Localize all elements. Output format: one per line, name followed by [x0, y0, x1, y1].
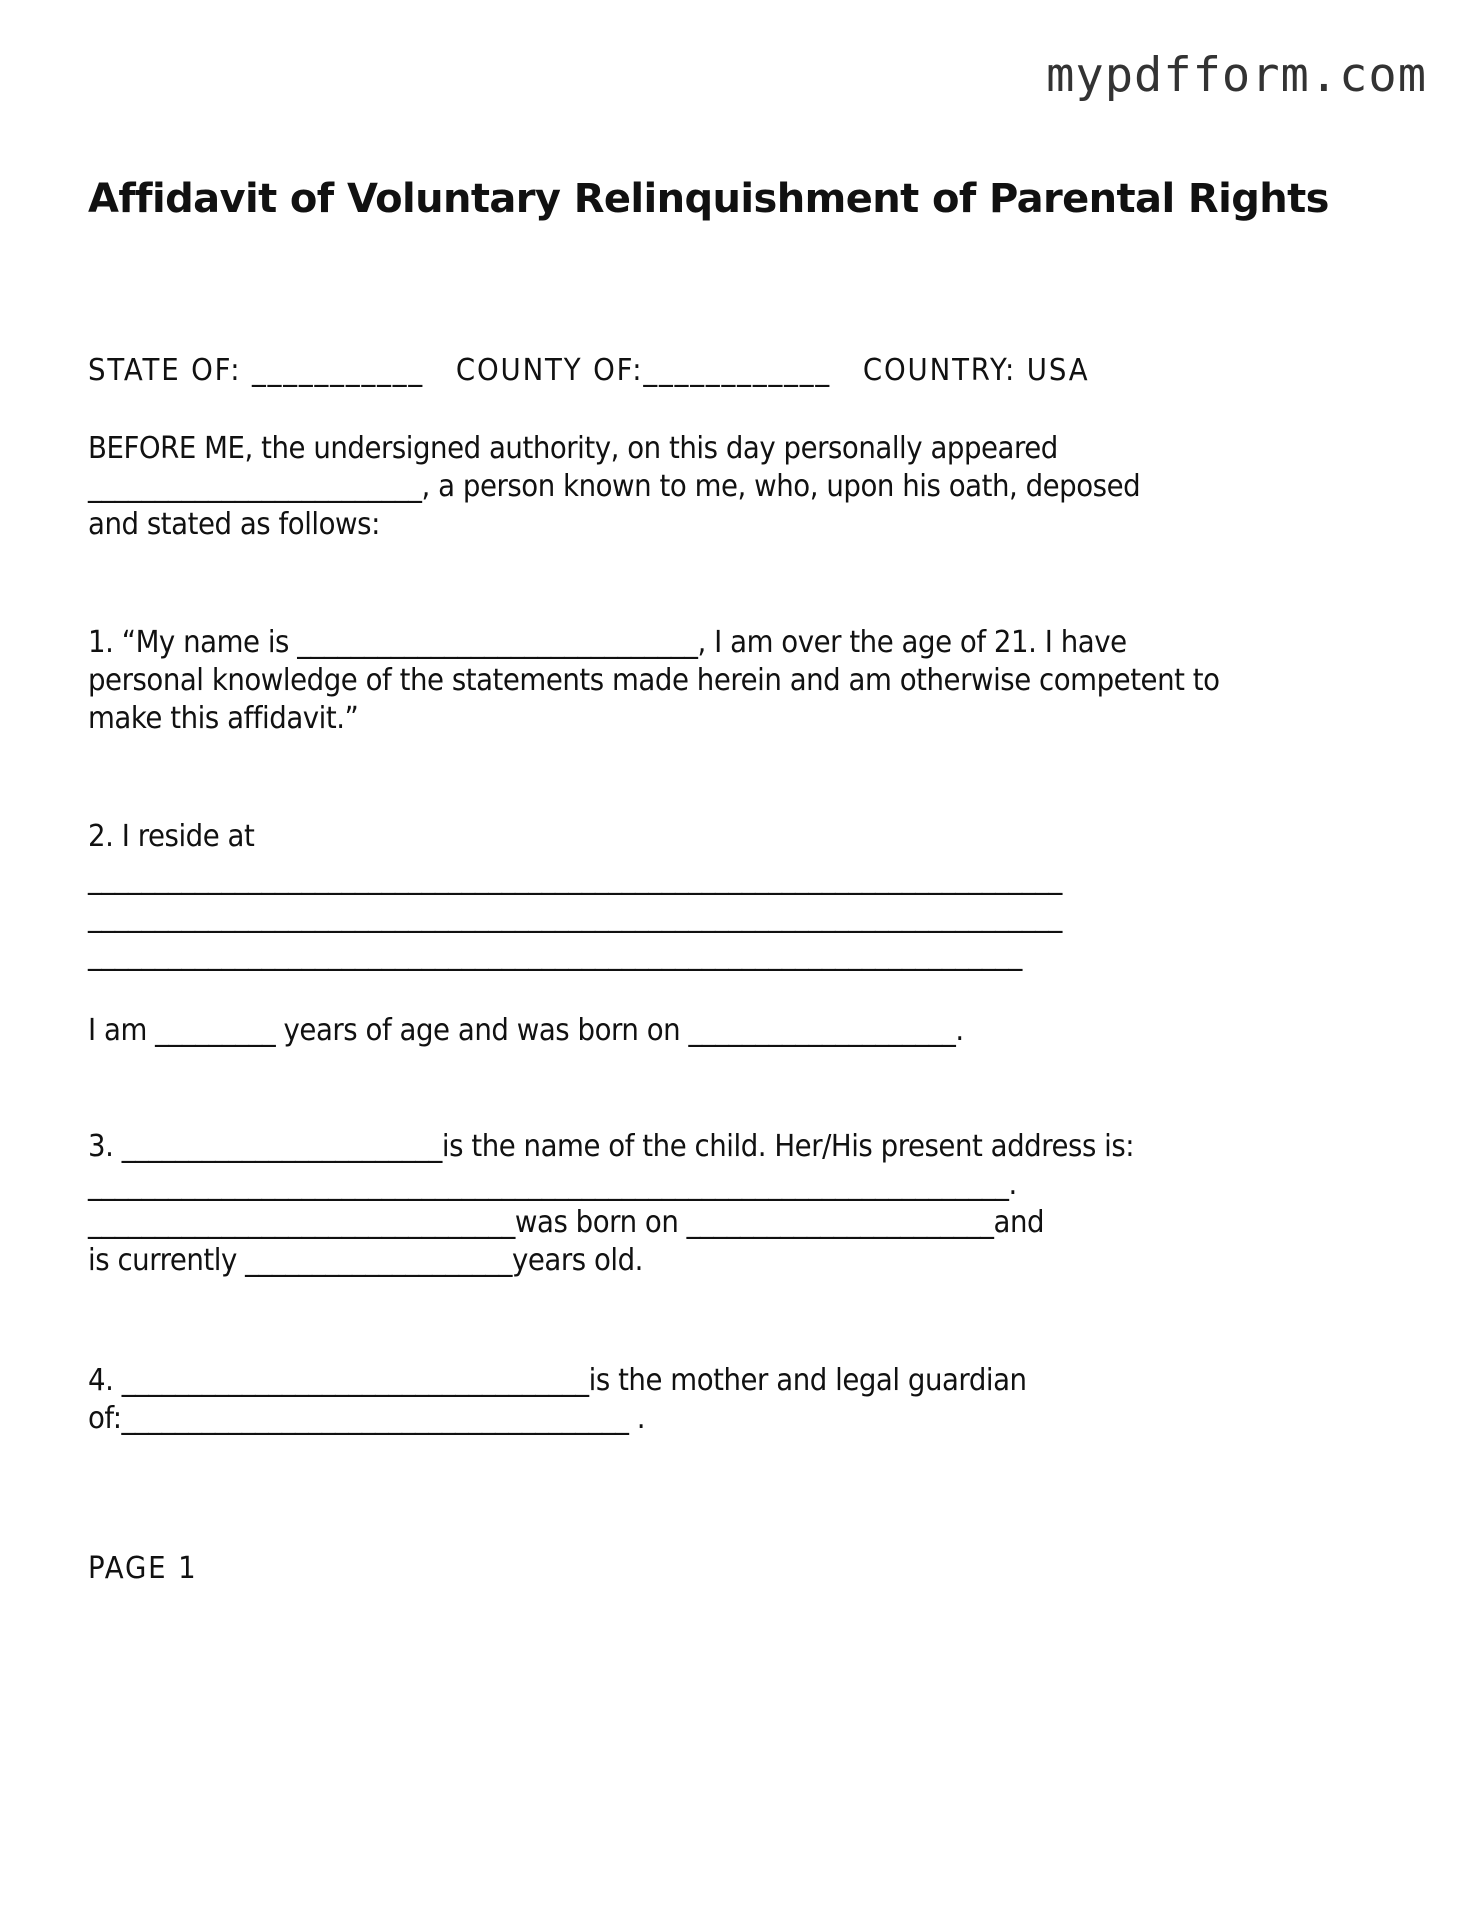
section-3-line-3: ________________________________was born on _______________________and — [88, 1205, 1045, 1240]
intro-line-1: BEFORE ME, the undersigned authority, on this day personally appeared — [88, 431, 1058, 466]
section-3-line-4: is currently ____________________years old. — [88, 1243, 643, 1278]
section-3-line-1: 3. ________________________is the name of the child. Her/His present address is: — [88, 1129, 1135, 1164]
section-2-line-1: 2. I reside at — [88, 819, 255, 854]
section-1-line-2: personal knowledge of the statements made herein and am otherwise competent to — [88, 663, 1220, 698]
age-line: I am _________ years of age and was born on ____________________. — [88, 1013, 964, 1048]
intro-line-2: _________________________, a person known to me, who, upon his oath, deposed — [88, 469, 1141, 504]
address-blank-2: _________________________________________________________________________ — [88, 899, 1062, 934]
address-blank-3: ______________________________________________________________________ — [88, 937, 1022, 972]
section-1-line-3: make this affidavit.” — [88, 701, 359, 736]
intro-line-3: and stated as follows: — [88, 507, 380, 542]
jurisdiction-line: STATE OF: ___________ COUNTY OF:____________ COUNTRY: USA — [88, 353, 1090, 388]
section-4-line-2: of:______________________________________ . — [88, 1401, 646, 1436]
page-number: PAGE 1 — [88, 1551, 198, 1586]
site-watermark: mypdfform.com — [1046, 48, 1427, 103]
document-title: Affidavit of Voluntary Relinquishment of Parental Rights — [88, 176, 1329, 222]
section-1-line-1: 1. “My name is ______________________________, I am over the age of 21. I have — [88, 625, 1127, 660]
address-blank-1: _________________________________________________________________________ — [88, 861, 1062, 896]
section-3-line-2: _____________________________________________________________________. — [88, 1167, 1017, 1202]
section-4-line-1: 4. ___________________________________is the mother and legal guardian — [88, 1363, 1027, 1398]
